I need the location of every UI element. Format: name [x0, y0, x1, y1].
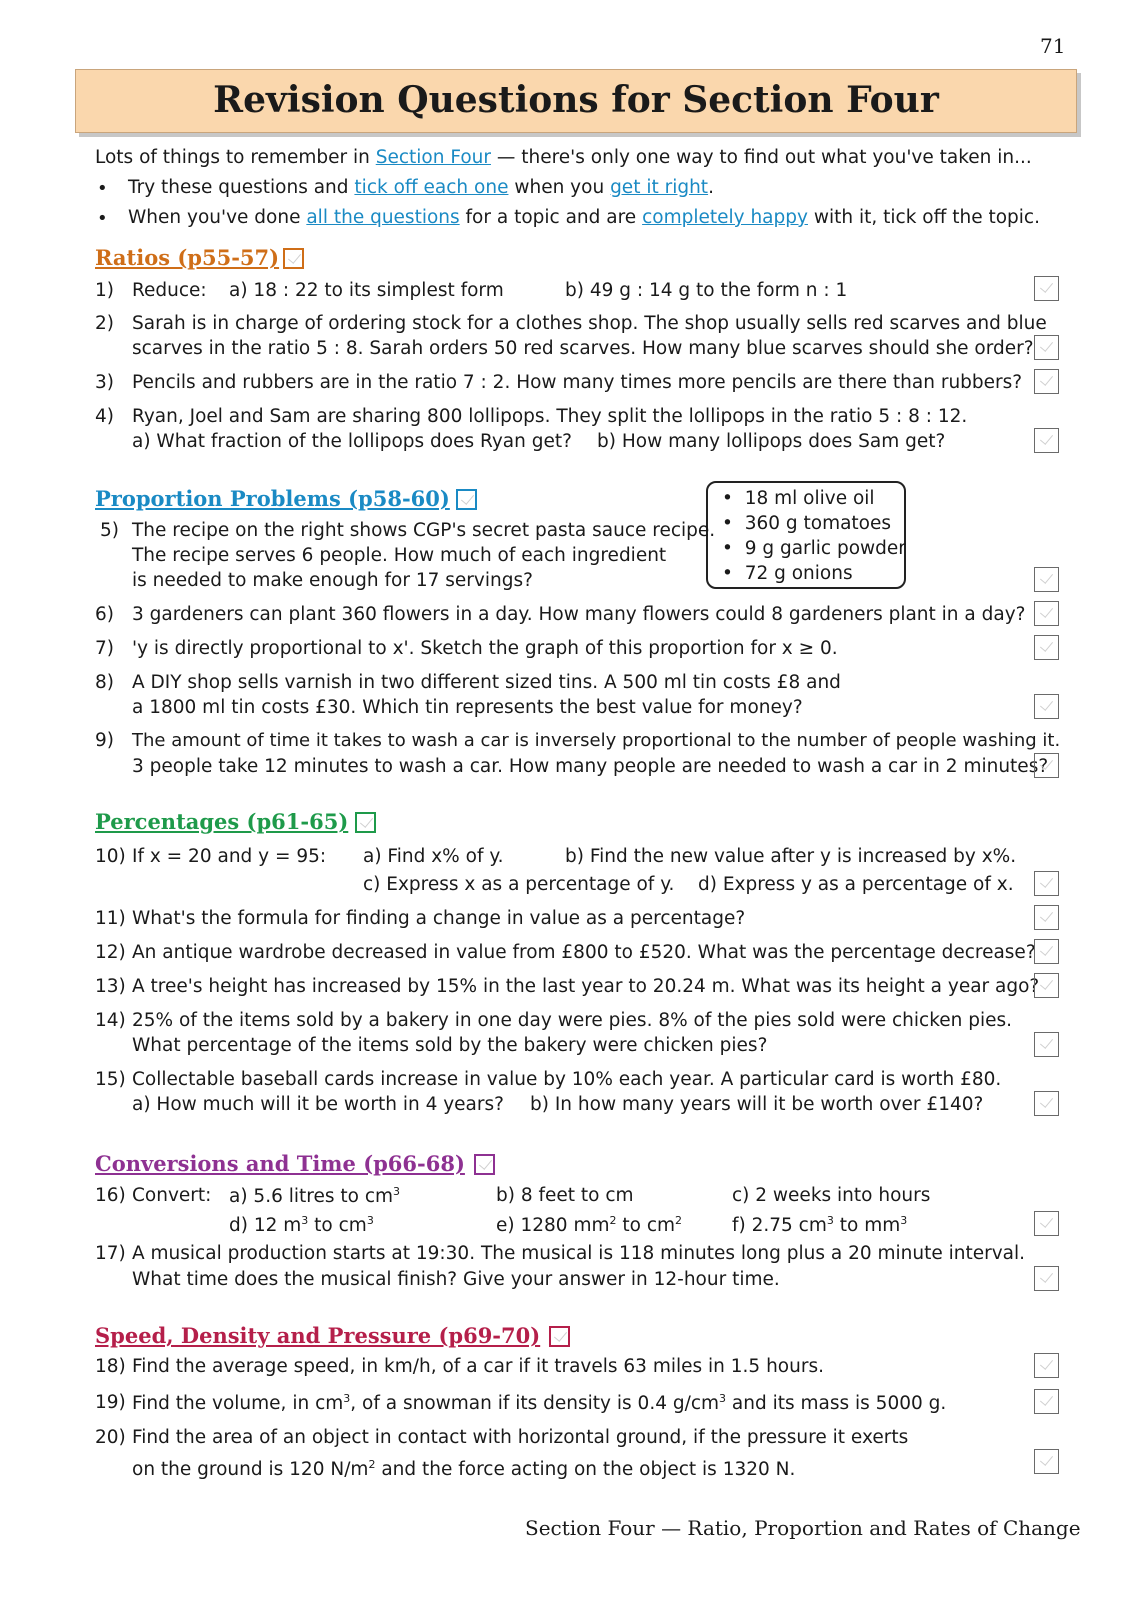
question-number: 16): [95, 1185, 126, 1206]
superscript: 3: [900, 1214, 908, 1227]
question-number: 14): [95, 1010, 126, 1031]
section-heading-proportion: Proportion Problems (p58-60): [95, 486, 450, 511]
q16-part-c: c) 2 weeks into hours: [732, 1185, 931, 1206]
question-checkbox[interactable]: [1034, 694, 1059, 719]
get-it-right-link[interactable]: get it right: [610, 177, 709, 198]
title-banner: [75, 69, 1077, 133]
q20-text: [132, 1458, 795, 1480]
q16-part-e: [496, 1214, 682, 1236]
q4-part-b: b) How many lollipops does Sam get?: [597, 431, 946, 452]
question-checkbox[interactable]: [1034, 1211, 1059, 1236]
completely-happy-link[interactable]: completely happy: [642, 207, 808, 228]
q16-part-d: [229, 1214, 374, 1236]
question-checkbox[interactable]: [1034, 1091, 1059, 1116]
question-number: 2): [95, 313, 114, 334]
question-checkbox[interactable]: [1034, 335, 1059, 360]
q16-label: Convert:: [132, 1185, 212, 1206]
recipe-item: • 9 g garlic powder: [722, 538, 906, 559]
question-number: 12): [95, 942, 126, 963]
question-number: 3): [95, 372, 114, 393]
q15-part-a: a) How much will it be worth in 4 years?: [132, 1094, 504, 1115]
q19-text-part: , of a snowman if its density is 0.4 g/cm: [350, 1393, 720, 1415]
question-number: 17): [95, 1243, 126, 1264]
question-checkbox[interactable]: [1034, 871, 1059, 896]
q19-text-part: Find the volume, in cm: [132, 1393, 344, 1415]
superscript: 2: [609, 1214, 617, 1227]
q16-text: e) 1280 mm: [496, 1215, 610, 1237]
question-number: 5): [100, 520, 119, 541]
question-checkbox[interactable]: [1034, 567, 1059, 592]
topic-checkbox-percentages[interactable]: [355, 812, 376, 833]
q5-text: The recipe serves 6 people. How much of each ingredient: [132, 545, 667, 566]
question-checkbox[interactable]: [1034, 1353, 1059, 1378]
q20-text: Find the area of an object in contact with horizontal ground, if the pressure it exerts: [132, 1427, 909, 1448]
q10-part-c: c) Express x as a percentage of y.: [363, 874, 675, 895]
q10-part-b: b) Find the new value after y is increased by x%.: [565, 846, 1017, 867]
section-heading-ratios: Ratios (p55-57): [95, 245, 280, 270]
q10-part-d: d) Express y as a percentage of x.: [698, 874, 1014, 895]
q8-text: A DIY shop sells varnish in two different sized tins. A 500 ml tin costs £8 and: [132, 672, 841, 693]
question-number: 13): [95, 976, 126, 997]
intro-text: — there's only one way to find out what you've taken in...: [490, 147, 1032, 168]
page-title: Revision Questions for Section Four: [213, 79, 939, 121]
recipe-box: [706, 481, 906, 589]
question-checkbox[interactable]: [1034, 601, 1059, 626]
q16-part-a: [229, 1185, 400, 1207]
bullet-text: when you: [508, 177, 611, 198]
section-four-link[interactable]: Section Four: [375, 147, 491, 168]
q17-text: A musical production starts at 19:30. The musical is 118 minutes long plus a 20 minute interval.: [132, 1243, 1026, 1264]
q15-text: Collectable baseball cards increase in value by 10% each year. A particular card is worth £80.: [132, 1069, 1002, 1090]
intro-line: [95, 147, 1032, 168]
q16-text: to cm: [616, 1215, 676, 1237]
section-heading-percentages: Percentages (p61-65): [95, 809, 349, 834]
q17-text: What time does the musical finish? Give your answer in 12-hour time.: [132, 1269, 780, 1290]
bullet: •: [97, 178, 108, 199]
recipe-text: 9 g garlic powder: [744, 538, 906, 559]
question-number: 15): [95, 1069, 126, 1090]
page-number: 71: [1040, 34, 1066, 58]
bullet-text: .: [708, 177, 714, 198]
question-checkbox[interactable]: [1034, 276, 1059, 301]
topic-checkbox-ratios[interactable]: [283, 248, 304, 269]
q8-text: a 1800 ml tin costs £30. Which tin represents the best value for money?: [132, 697, 803, 718]
q2-text: scarves in the ratio 5 : 8. Sarah orders 50 red scarves. How many blue scarves should she order?: [132, 338, 1034, 359]
intro-bullet-1: [128, 177, 714, 198]
bullet-text: Try these questions and: [128, 177, 355, 198]
intro-text: Lots of things to remember in: [95, 147, 376, 168]
question-checkbox[interactable]: [1034, 1389, 1059, 1414]
tick-off-link[interactable]: tick off each one: [354, 177, 509, 198]
q16-text: a) 5.6 litres to cm: [229, 1186, 394, 1208]
recipe-item: • 18 ml olive oil: [722, 488, 875, 509]
all-questions-link[interactable]: all the questions: [306, 207, 460, 228]
intro-bullet-2: [128, 207, 1040, 228]
q16-part-f: [732, 1214, 907, 1236]
q12-text: An antique wardrobe decreased in value from £800 to £520. What was the percentage decrease?: [132, 942, 1036, 963]
recipe-text: 360 g tomatoes: [744, 513, 892, 534]
superscript: 3: [301, 1214, 309, 1227]
q11-text: What's the formula for finding a change in value as a percentage?: [132, 908, 746, 929]
bullet-text: for a topic and are: [459, 207, 643, 228]
section-heading-conversions: Conversions and Time (p66-68): [95, 1151, 465, 1176]
question-checkbox[interactable]: [1034, 753, 1059, 778]
superscript: 3: [393, 1185, 401, 1198]
q20-text-part: and the force acting on the object is 1320 N.: [375, 1459, 796, 1481]
recipe-item: • 360 g tomatoes: [722, 513, 892, 534]
q19-text: [132, 1392, 946, 1414]
q4-text: Ryan, Joel and Sam are sharing 800 lollipops. They split the lollipops in the ratio 5 : 8 : 12.: [132, 406, 968, 427]
question-checkbox[interactable]: [1034, 905, 1059, 930]
question-checkbox[interactable]: [1034, 635, 1059, 660]
topic-checkbox-conversions[interactable]: [474, 1154, 495, 1175]
question-number: 4): [95, 406, 114, 427]
superscript: 3: [826, 1214, 834, 1227]
recipe-text: 18 ml olive oil: [744, 488, 875, 509]
question-number: 7): [95, 638, 114, 659]
bullet-text: with it, tick off the topic.: [807, 207, 1040, 228]
q10-part-a: a) Find x% of y.: [363, 846, 504, 867]
question-number: 20): [95, 1427, 126, 1448]
q20-text-part: on the ground is 120 N/m: [132, 1459, 369, 1481]
section-heading-speed: Speed, Density and Pressure (p69-70): [95, 1323, 541, 1348]
q9-text: 3 people take 12 minutes to wash a car. How many people are needed to wash a car in 2 minutes?: [132, 756, 1049, 777]
question-number: 11): [95, 908, 126, 929]
question-number: 6): [95, 604, 114, 625]
recipe-item: • 72 g onions: [722, 563, 853, 584]
q16-text: d) 12 m: [229, 1215, 302, 1237]
q16-text: to cm: [308, 1215, 367, 1237]
topic-checkbox-proportion[interactable]: [456, 489, 477, 510]
q16-text: f) 2.75 cm: [732, 1215, 827, 1237]
recipe-text: 72 g onions: [744, 563, 853, 584]
question-number: 18): [95, 1356, 126, 1377]
q15-part-b: b) In how many years will it be worth over £140?: [530, 1094, 984, 1115]
q7-text: 'y is directly proportional to x'. Sketch the graph of this proportion for x ≥ 0.: [132, 638, 838, 659]
question-checkbox[interactable]: [1034, 1449, 1059, 1474]
q1-label: Reduce:: [132, 280, 207, 301]
q18-text: Find the average speed, in km/h, of a car if it travels 63 miles in 1.5 hours.: [132, 1356, 824, 1377]
q16-part-b: b) 8 feet to cm: [496, 1185, 634, 1206]
bullet: •: [97, 208, 108, 229]
question-checkbox[interactable]: [1034, 939, 1059, 964]
q2-text: Sarah is in charge of ordering stock for a clothes shop. The shop usually sells red scarves and blue: [132, 313, 1047, 334]
topic-checkbox-speed[interactable]: [549, 1326, 570, 1347]
q1-part-b: b) 49 g : 14 g to the form n : 1: [565, 280, 848, 301]
q1-part-a: a) 18 : 22 to its simplest form: [229, 280, 504, 301]
superscript: 2: [675, 1214, 683, 1227]
q19-text-part: and its mass is 5000 g.: [726, 1393, 947, 1415]
q14-text: 25% of the items sold by a bakery in one day were pies. 8% of the pies sold were chicken pies.: [132, 1010, 1013, 1031]
question-number: 1): [95, 280, 114, 301]
question-checkbox[interactable]: [1034, 369, 1059, 394]
q16-text: to mm: [833, 1215, 901, 1237]
question-number: 19): [95, 1392, 126, 1413]
superscript: 3: [366, 1214, 374, 1227]
question-checkbox[interactable]: [1034, 428, 1059, 453]
question-number: 8): [95, 672, 114, 693]
question-checkbox[interactable]: [1034, 1266, 1059, 1291]
superscript: 3: [343, 1392, 351, 1405]
question-number: 9): [95, 730, 114, 751]
question-checkbox[interactable]: [1034, 1032, 1059, 1057]
superscript: 2: [368, 1458, 376, 1471]
q9-text: The amount of time it takes to wash a car is inversely proportional to the number of people washing it.: [132, 730, 1061, 751]
question-checkbox[interactable]: [1034, 973, 1059, 998]
q10-label: If x = 20 and y = 95:: [132, 846, 327, 867]
q4-part-a: a) What fraction of the lollipops does Ryan get?: [132, 431, 572, 452]
q14-text: What percentage of the items sold by the bakery were chicken pies?: [132, 1035, 768, 1056]
q13-text: A tree's height has increased by 15% in the last year to 20.24 m. What was its height a year ago?: [132, 976, 1040, 997]
bullet-text: When you've done: [128, 207, 307, 228]
page-footer: Section Four — Ratio, Proportion and Rates of Change: [525, 1516, 1081, 1540]
superscript: 3: [719, 1392, 727, 1405]
q6-text: 3 gardeners can plant 360 flowers in a day. How many flowers could 8 gardeners plant in a day?: [132, 604, 1026, 625]
q3-text: Pencils and rubbers are in the ratio 7 : 2. How many times more pencils are there than rubbers?: [132, 372, 1023, 393]
question-number: 10): [95, 846, 126, 867]
q5-text: The recipe on the right shows CGP's secret pasta sauce recipe.: [132, 520, 716, 541]
q5-text: is needed to make enough for 17 servings?: [132, 570, 533, 591]
